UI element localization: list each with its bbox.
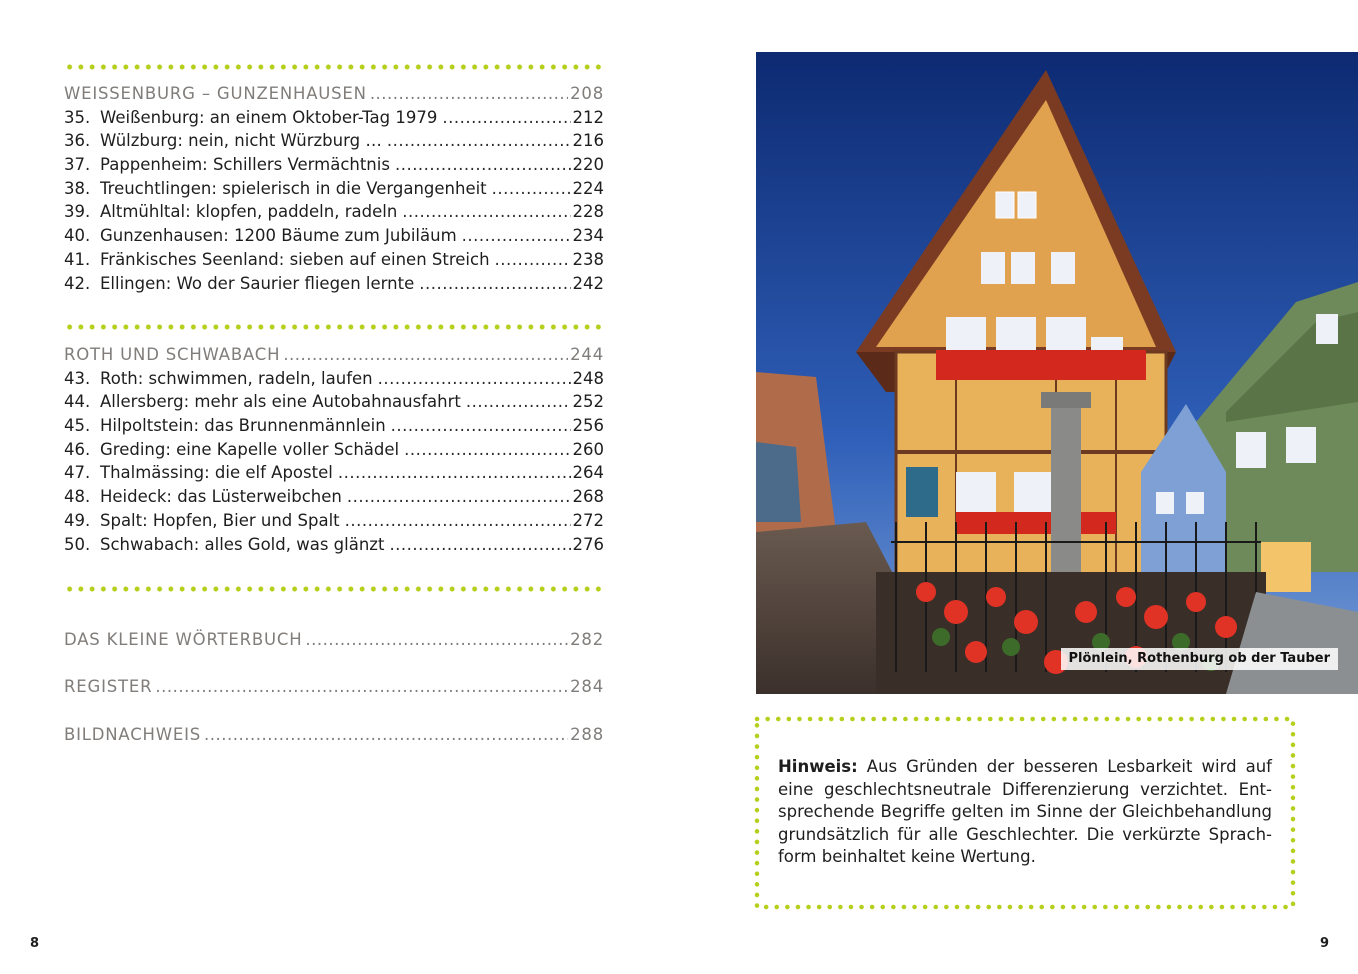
leader-dots: [419, 272, 570, 296]
entry-page: 260: [572, 439, 604, 459]
entry-number: 46.: [64, 439, 91, 459]
entry-title: Gunzenhausen: 1200 Bäume zum Jubiläum: [100, 226, 457, 246]
leader-dots: [462, 224, 571, 248]
toc-section-heading[interactable]: [64, 82, 604, 106]
leader-dots: [466, 390, 571, 414]
leader-dots: [404, 438, 570, 462]
entry-page: 238: [572, 249, 604, 269]
entry-page: 220: [572, 155, 604, 175]
page-number-left: 8: [30, 936, 40, 951]
leader-dots: [204, 723, 568, 747]
entry-number: 49.: [64, 510, 91, 530]
entry-page: 224: [572, 178, 604, 198]
entry-page: 272: [572, 510, 604, 530]
leader-dots: [347, 485, 571, 509]
toc-entry[interactable]: [64, 224, 604, 248]
note-box: [754, 716, 1296, 910]
entry-page: 252: [572, 392, 604, 412]
toc-entry[interactable]: [64, 129, 604, 153]
entry-page: 268: [572, 487, 604, 507]
entry-title: Thalmässing: die elf Apostel: [100, 463, 333, 483]
section-page: 244: [570, 345, 604, 364]
toc-entry[interactable]: [64, 509, 604, 533]
entry-number: 44.: [64, 392, 91, 412]
toc-entry[interactable]: [64, 414, 604, 438]
entry-title: Fränkisches Seenland: sieben auf einen Streich: [100, 249, 490, 269]
toc-entry[interactable]: [64, 272, 604, 296]
photo-caption: Plönlein, Rothenburg ob der Tauber: [1061, 648, 1338, 670]
entry-number: 48.: [64, 487, 91, 507]
leader-dots: [345, 509, 571, 533]
toc-extra-woerterbuch: [64, 628, 604, 652]
entry-title: Allersberg: mehr als eine Autobahnausfahrt: [100, 392, 461, 412]
entry-number: 39.: [64, 202, 91, 222]
note-text: [778, 756, 1272, 869]
entry-number: 47.: [64, 463, 91, 483]
entry-title: Pappenheim: Schillers Vermächtnis: [100, 155, 390, 175]
entry-title: Roth: schwimmen, radeln, laufen: [100, 368, 373, 388]
toc-section-heading[interactable]: [64, 343, 604, 367]
leader-dots: [378, 367, 571, 391]
toc-extra-heading[interactable]: [64, 723, 604, 747]
entry-number: 37.: [64, 155, 91, 175]
toc-extra-register: [64, 675, 604, 699]
extra-page: 288: [570, 725, 604, 744]
toc-entry[interactable]: [64, 248, 604, 272]
toc-entry[interactable]: [64, 200, 604, 224]
leader-dots: [305, 628, 568, 652]
note-label: Hinweis:: [778, 757, 858, 776]
entry-number: 41.: [64, 249, 91, 269]
entry-number: 38.: [64, 178, 91, 198]
entry-number: 43.: [64, 368, 91, 388]
leader-dots: [387, 129, 571, 153]
toc-entry[interactable]: [64, 106, 604, 130]
leader-dots: [155, 675, 568, 699]
entry-page: 248: [572, 368, 604, 388]
extra-page: 284: [570, 677, 604, 696]
entry-page: 256: [572, 416, 604, 436]
entry-title: Altmühltal: klopfen, paddeln, radeln: [100, 202, 398, 222]
entry-title: Spalt: Hopfen, Bier und Spalt: [100, 510, 340, 530]
entry-title: Hilpoltstein: das Brunnenmännlein: [100, 416, 386, 436]
entry-page: 264: [572, 463, 604, 483]
dotted-divider-3: [64, 586, 604, 592]
toc-entry[interactable]: [64, 438, 604, 462]
leader-dots: [283, 343, 568, 367]
extra-title: REGISTER: [64, 677, 153, 696]
leader-dots: [395, 153, 571, 177]
toc-extra-heading[interactable]: [64, 628, 604, 652]
entry-number: 45.: [64, 416, 91, 436]
leader-dots: [442, 106, 570, 130]
entry-title: Schwabach: alles Gold, was glänzt: [100, 534, 385, 554]
dotted-divider-1: [64, 64, 604, 70]
entry-number: 35.: [64, 107, 91, 127]
entry-page: 212: [572, 107, 604, 127]
entry-title: Heideck: das Lüsterweibchen: [100, 487, 342, 507]
leader-dots: [495, 248, 571, 272]
leader-dots: [338, 461, 571, 485]
section-page: 208: [570, 84, 604, 103]
entry-page: 242: [572, 273, 604, 293]
entry-page: 234: [572, 226, 604, 246]
toc-extra-heading[interactable]: [64, 675, 604, 699]
photo-ploenlein: [756, 52, 1358, 694]
entry-title: Ellingen: Wo der Saurier fliegen lernte: [100, 273, 415, 293]
entry-number: 40.: [64, 226, 91, 246]
dotted-divider-2: [64, 324, 604, 330]
entry-page: 216: [572, 131, 604, 151]
toc-extra-bildnachweis: [64, 723, 604, 747]
entry-title: Treuchtlingen: spielerisch in die Vergangenheit: [100, 178, 487, 198]
entry-number: 50.: [64, 534, 91, 554]
section-title: ROTH UND SCHWABACH: [64, 345, 281, 364]
entry-page: 276: [572, 534, 604, 554]
leader-dots: [370, 82, 568, 106]
entry-number: 36.: [64, 131, 91, 151]
toc-section-weissenburg: [64, 82, 604, 295]
entry-number: 42.: [64, 273, 91, 293]
extra-title: BILDNACHWEIS: [64, 725, 202, 744]
note-body: Aus Gründen der besseren Lesbarkeit wird auf eine geschlechtsneutrale Differenzierung verzichtet. Entsprechende Begriffe gelten im Sinne der Gleichbehandlung grundsätzlich für alle Geschlechter. Die verkürzte Sprachform beinhaltet keine Wertung.: [778, 757, 1272, 866]
leader-dots: [389, 533, 570, 557]
toc-section-roth: [64, 343, 604, 556]
toc-entry[interactable]: [64, 461, 604, 485]
page-number-right: 9: [1320, 936, 1330, 951]
entry-title: Wülzburg: nein, nicht Würzburg …: [100, 131, 382, 151]
toc-entry[interactable]: [64, 177, 604, 201]
extra-title: DAS KLEINE WÖRTERBUCH: [64, 630, 303, 649]
leader-dots: [492, 177, 571, 201]
extra-page: 282: [570, 630, 604, 649]
leader-dots: [402, 200, 570, 224]
section-title: WEISSENBURG – GUNZENHAUSEN: [64, 84, 367, 103]
entry-page: 228: [572, 202, 604, 222]
entry-title: Greding: eine Kapelle voller Schädel: [100, 439, 400, 459]
toc-entry[interactable]: [64, 485, 604, 509]
entry-title: Weißenburg: an einem Oktober-Tag 1979: [100, 107, 438, 127]
toc-entry[interactable]: [64, 533, 604, 557]
toc-entry[interactable]: [64, 153, 604, 177]
toc-entry[interactable]: [64, 367, 604, 391]
ploenlein-illustration: [756, 52, 1358, 694]
leader-dots: [391, 414, 571, 438]
toc-entry[interactable]: [64, 390, 604, 414]
